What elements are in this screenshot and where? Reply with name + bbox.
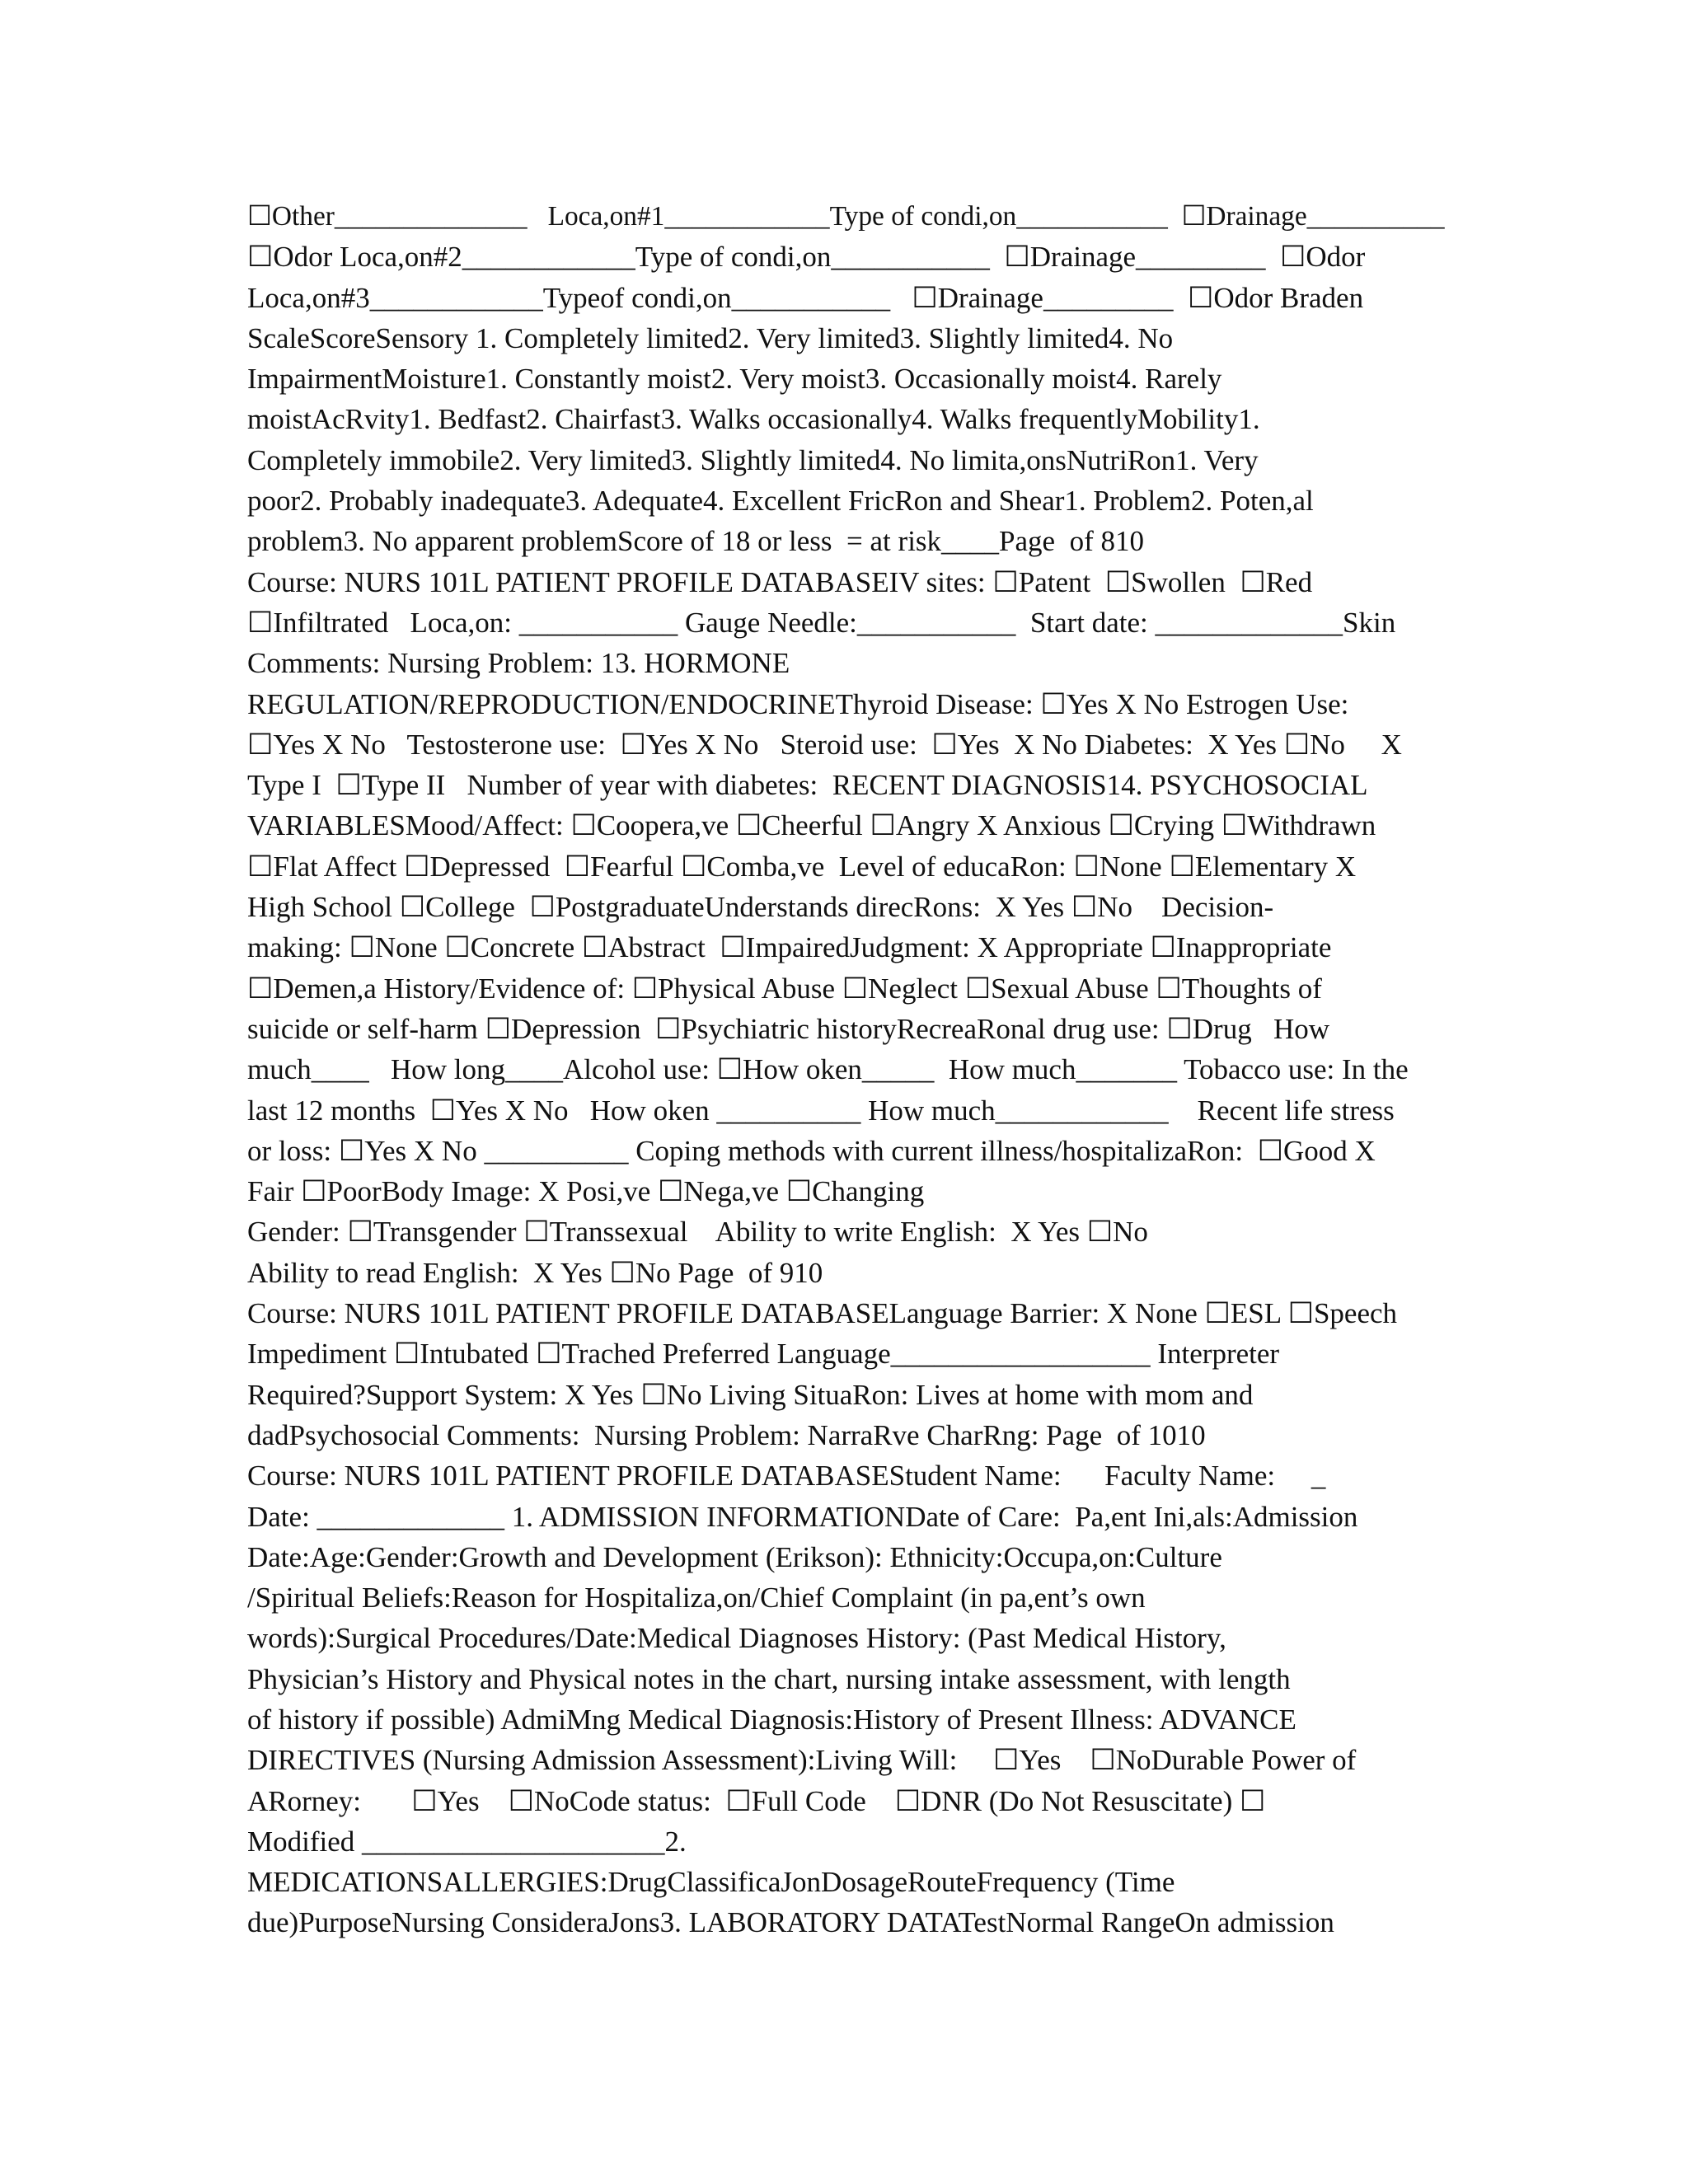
text-line: High School ☐College ☐PostgraduateUnderstands direcRons: X Yes ☐No Decision-: [247, 891, 1274, 924]
text-line: ☐Yes X No Testosterone use: ☐Yes X No Steroid use: ☐Yes X No Diabetes: X Yes ☐No X: [247, 728, 1402, 761]
text-line: much____ How long____Alcohol use: ☐How oken_____ How much_______ Tobacco use: In the: [247, 1053, 1409, 1086]
text-line: Type I ☐Type II Number of year with diabetes: RECENT DIAGNOSIS14. PSYCHOSOCIAL: [247, 769, 1368, 802]
text-line: ☐Demen,a History/Evidence of: ☐Physical Abuse ☐Neglect ☐Sexual Abuse ☐Thoughts of: [247, 972, 1322, 1005]
text-line: Loca,on#3____________Typeof condi,on___________ ☐Drainage_________ ☐Odor Braden: [247, 281, 1364, 314]
text-line: Ability to read English: X Yes ☐No Page of 910: [247, 1256, 823, 1289]
text-line: Course: NURS 101L PATIENT PROFILE DATABASELanguage Barrier: X None ☐ESL ☐Speech: [247, 1297, 1398, 1330]
text-line: ARorney: ☐Yes ☐NoCode status: ☐Full Code ☐DNR (Do Not Resuscitate) ☐: [247, 1784, 1266, 1817]
text-line: Comments: Nursing Problem: 13. HORMONE: [247, 647, 790, 680]
text-line: of history if possible) AdmiMng Medical Diagnosis:History of Present Illness: ADVANCE: [247, 1703, 1296, 1736]
text-line: ☐Infiltrated Loca,on: ___________ Gauge Needle:___________ Start date: _____________Skin: [247, 606, 1396, 639]
text-line: making: ☐None ☐Concrete ☐Abstract ☐ImpairedJudgment: X Appropriate ☐Inappropriate: [247, 931, 1332, 964]
text-line: Completely immobile2. Very limited3. Slightly limited4. No limita,onsNutriRon1. Very: [247, 443, 1259, 476]
text-line: Course: NURS 101L PATIENT PROFILE DATABASEStudent Name: Faculty Name: _: [247, 1460, 1326, 1493]
text-line: Date: _____________ 1. ADMISSION INFORMATIONDate of Care: Pa,ent Ini,als:Admission: [247, 1500, 1358, 1533]
text-line: ☐Flat Affect ☐Depressed ☐Fearful ☐Comba,ve Level of educaRon: ☐None ☐Elementary X: [247, 850, 1357, 883]
text-line: Date:Age:Gender:Growth and Development (Erikson): Ethnicity:Occupa,on:Culture: [247, 1540, 1222, 1573]
text-line: MEDICATIONSALLERGIES:DrugClassificaJonDosageRouteFrequency (Time: [247, 1866, 1175, 1899]
text-line: VARIABLESMood/Affect: ☐Coopera,ve ☐Cheerful ☐Angry X Anxious ☐Crying ☐Withdrawn: [247, 809, 1376, 842]
text-line: Fair ☐PoorBody Image: X Posi,ve ☐Nega,ve ☐Changing: [247, 1175, 925, 1208]
text-line: /Spiritual Beliefs:Reason for Hospitaliza,on/Chief Complaint (in pa,ent’s own: [247, 1582, 1146, 1615]
text-line: dadPsychosocial Comments: Nursing Problem: NarraRve CharRng: Page of 1010: [247, 1418, 1206, 1451]
text-line: ScaleScoreSensory 1. Completely limited2. Very limited3. Slightly limited4. No: [247, 321, 1174, 354]
text-line: Impediment ☐Intubated ☐Trached Preferred Language__________________ Interpreter: [247, 1338, 1280, 1371]
text-line: REGULATION/REPRODUCTION/ENDOCRINEThyroid Disease: ☐Yes X No Estrogen Use:: [247, 687, 1349, 720]
text-line: ☐Other______________ Loca,on#1____________Type of condi,on___________ ☐Drainage__________: [247, 201, 1445, 232]
text-line: suicide or self-harm ☐Depression ☐Psychiatric historyRecreaRonal drug use: ☐Drug How: [247, 1012, 1329, 1045]
document-body: [247, 196, 1451, 1943]
text-line: DIRECTIVES (Nursing Admission Assessment):Living Will: ☐Yes ☐NoDurable Power of: [247, 1744, 1357, 1777]
text-line: words):Surgical Procedures/Date:Medical Diagnoses History: (Past Medical History,: [247, 1622, 1226, 1655]
text-line: Physician’s History and Physical notes in the chart, nursing intake assessment, with length: [247, 1662, 1291, 1695]
text-line: or loss: ☐Yes X No __________ Coping methods with current illness/hospitalizaRon: ☐Good X: [247, 1134, 1376, 1167]
text-line: due)PurposeNursing ConsideraJons3. LABORATORY DATATestNormal RangeOn admission: [247, 1906, 1334, 1939]
text-line: Course: NURS 101L PATIENT PROFILE DATABASEIV sites: ☐Patent ☐Swollen ☐Red: [247, 565, 1313, 598]
text-line: problem3. No apparent problemScore of 18 or less = at risk____Page of 810: [247, 525, 1144, 558]
text-line: ☐Odor Loca,on#2____________Type of condi,on___________ ☐Drainage_________ ☐Odor: [247, 241, 1366, 274]
text-line: last 12 months ☐Yes X No How oken __________ How much____________ Recent life stress: [247, 1094, 1395, 1127]
text-line: ImpairmentMoisture1. Constantly moist2. Very moist3. Occasionally moist4. Rarely: [247, 363, 1222, 396]
text-line: Modified _____________________2.: [247, 1825, 687, 1858]
text-line: poor2. Probably inadequate3. Adequate4. Excellent FricRon and Shear1. Problem2. Poten,al: [247, 485, 1314, 518]
text-line: Required?Support System: X Yes ☐No Living SituaRon: Lives at home with mom and: [247, 1378, 1254, 1411]
text-line: moistAcRvity1. Bedfast2. Chairfast3. Walks occasionally4. Walks frequentlyMobility1.: [247, 403, 1260, 436]
text-line: Gender: ☐Transgender ☐Transsexual Ability to write English: X Yes ☐No: [247, 1216, 1148, 1249]
